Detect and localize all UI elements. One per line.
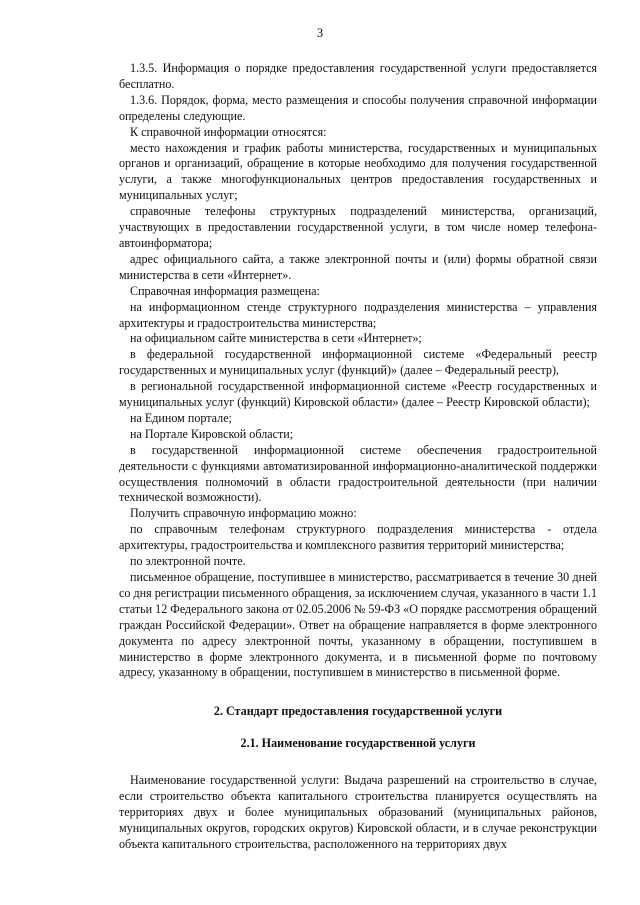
paragraph: в государственной информационной системе обеспечения градостроительной деятельности с функциями автоматизированной информационно-аналитической поддержки осуществления полномочий в области градостроительной деятельности (при наличии технической возможности). xyxy=(119,442,597,505)
paragraph: в региональной государственной информационной системе «Реестр государственных и муниципальных услуг (функций) Кировской области» (далее – Реестр Кировской области); xyxy=(119,379,597,410)
paragraph: 1.3.5. Информация о порядке предоставления государственной услуги предоставляется бесплатно. xyxy=(119,61,597,91)
paragraph: Наименование государственной услуги: Выдача разрешений на строительство в случае, если строительство объекта капитального строительства планируется осуществлять на территориях двух и более муниципальных образований (муниципальных районов, муниципальных округов, городских округов) Кировской области, и в случае реконструкции объекта капитального строительства, расположенного на территориях двух xyxy=(119,773,597,851)
paragraph: справочные телефоны структурных подразделений министерства, организаций, участвующих в предоставлении государственной услуги, в том числе номер телефона-автоинформатора; xyxy=(119,204,597,250)
paragraph: письменное обращение, поступившее в министерство, рассматривается в течение 30 дней со дня регистрации письменного обращения, за исключением случая, указанного в части 1.1 статьи 12 Федерального закона от 02.05.2006 № 59-ФЗ «О порядке рассмотрения обращений граждан Российской Федерации». Ответ на обращение направляется в форме электронного документа по адресу электронной почты, указанному в обращении, поступившем в министерство в форме электронного документа, и в письменной форме по почтовому адресу, указанному в обращении, поступившем в министерство в письменной форме. xyxy=(119,570,597,680)
paragraph: по электронной почте. xyxy=(130,554,246,569)
paragraph: на официальном сайте министерства в сети «Интернет»; xyxy=(130,331,422,346)
paragraph: адрес официального сайта, а также электронной почты и (или) формы обратной связи министерства в сети «Интернет». xyxy=(119,251,597,282)
document-body xyxy=(119,61,597,853)
paragraph: Справочная информация размещена: xyxy=(130,283,320,298)
paragraph: на информационном стенде структурного подразделения министерства – управления архитектуры и градостроительства министерства; xyxy=(119,299,597,330)
paragraph: по справочным телефонам структурного подразделения министерства - отдела архитектуры, градостроительства и комплексного развития территорий министерства; xyxy=(119,522,597,553)
paragraph: место нахождения и график работы министерства, государственных и муниципальных органов и организаций, обращение в которые необходимо для получения государственной услуги, а также многофункциональных центров предоставления государственных и муниципальных услуг; xyxy=(119,140,597,203)
page-number: 3 xyxy=(316,26,324,40)
paragraph: в федеральной государственной информационной системе «Федеральный реестр государственных и муниципальных услуг (функций)» (далее – Федеральный реестр), xyxy=(119,347,597,378)
spacer xyxy=(119,752,597,773)
subsection-heading: 2.1. Наименование государственной услуги xyxy=(240,736,476,751)
spacer xyxy=(119,720,597,736)
paragraph: 1.3.6. Порядок, форма, место размещения и способы получения справочной информации определены следующие. xyxy=(119,92,597,123)
paragraph: на Портале Кировской области; xyxy=(130,426,294,441)
paragraph: на Едином портале; xyxy=(130,410,232,425)
section-heading: 2. Стандарт предоставления государственной услуги xyxy=(213,704,503,719)
paragraph: Получить справочную информацию можно: xyxy=(130,506,357,521)
paragraph: К справочной информации относятся: xyxy=(130,124,327,139)
spacer xyxy=(119,681,597,704)
